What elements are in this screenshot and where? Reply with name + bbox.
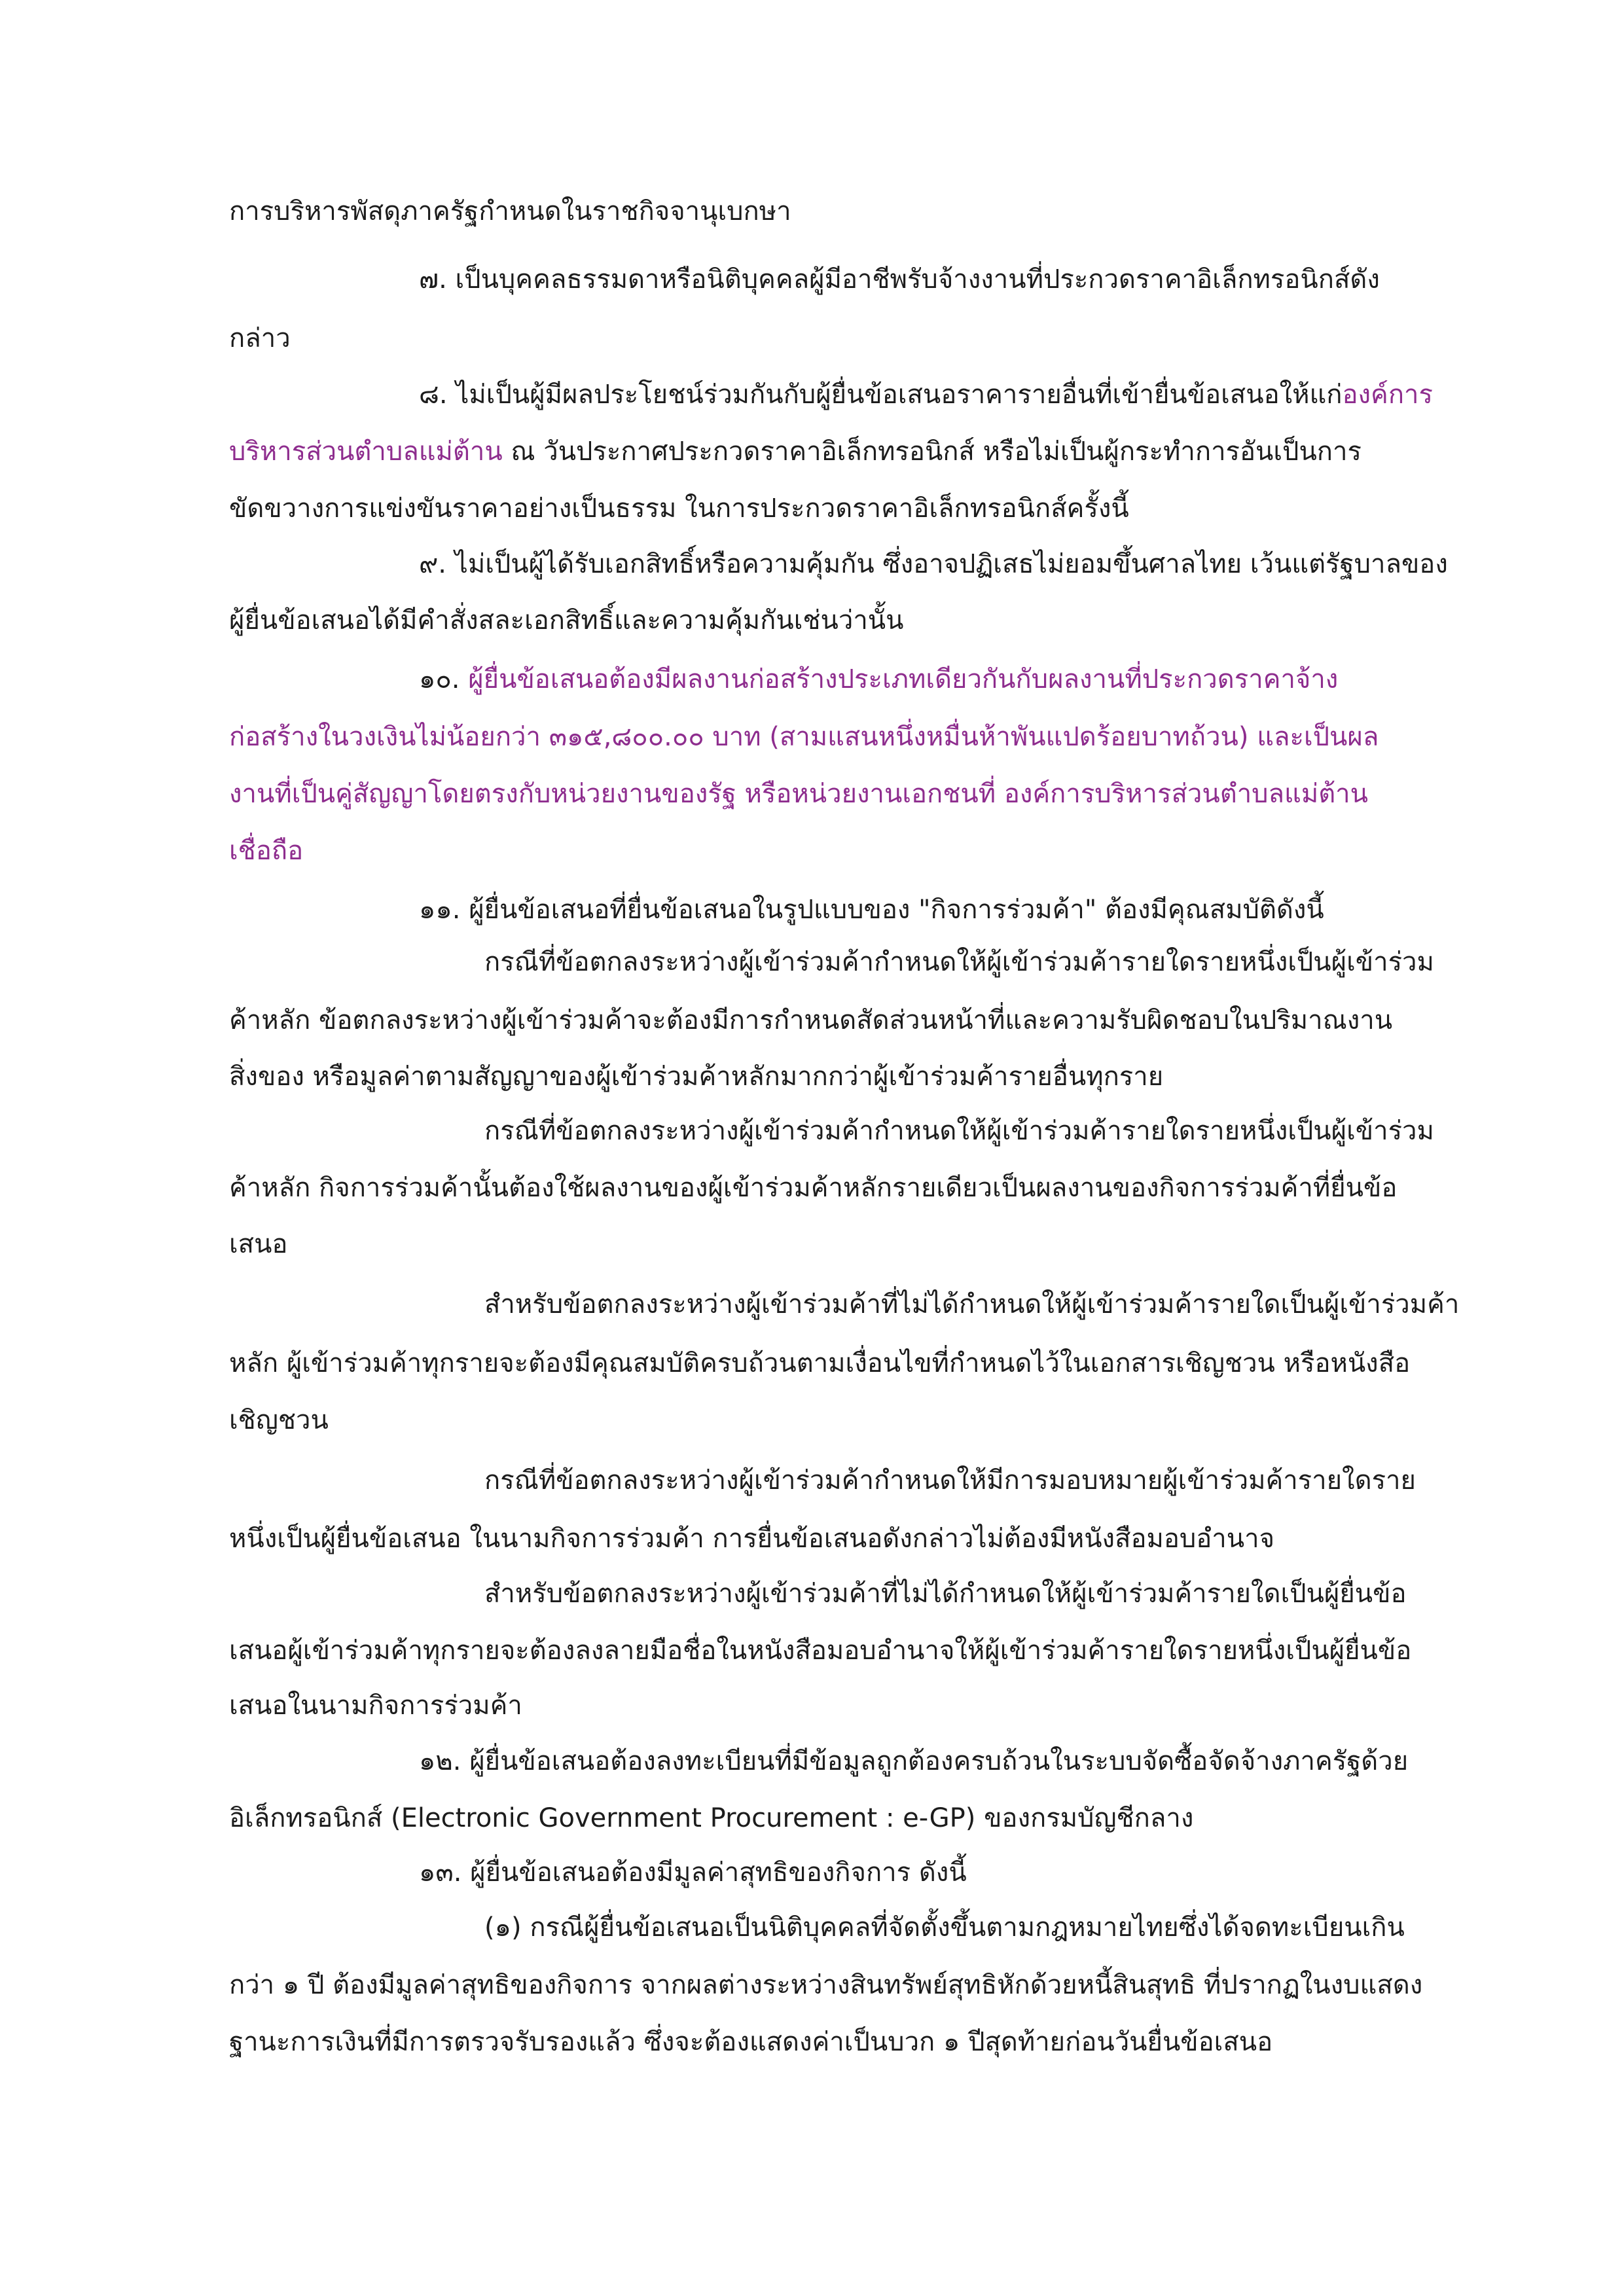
text-line [229,2019,1473,2065]
text-segment: กล่าว [229,323,291,353]
text-segment: ๗. เป็นบุคคลธรรมดาหรือนิติบุคคลผู้มีอาชีพรับจ้างงานที่ประกวดราคาอิเล็กทรอนิกส์ดัง [419,264,1380,295]
text-line [229,429,1473,475]
text-segment: ขัดขวางการแข่งขันราคาอย่างเป็นธรรม ในการประกวดราคาอิเล็กทรอนิกส์ครั้งนี้ [229,493,1129,524]
text-line [229,1795,1473,1841]
text-line [419,541,1473,587]
text-line [229,1221,1473,1267]
text-line [229,188,1473,234]
text-segment-highlight: ผู้ยื่นข้อเสนอต้องมีผลงานก่อสร้างประเภทเดียวกันกับผลงานที่ประกวดราคาจ้าง [468,664,1339,694]
text-line [419,372,1473,418]
text-line [484,1108,1473,1154]
text-segment: เชิญชวน [229,1405,329,1435]
text-segment: เสนอผู้เข้าร่วมค้าทุกรายจะต้องลงลายมือชื่อในหนังสือมอบอำนาจให้ผู้เข้าร่วมค้ารายใดรายหนึ่งเป็นผู้ยื่นข้อ [229,1636,1412,1666]
text-segment: หลัก ผู้เข้าร่วมค้าทุกรายจะต้องมีคุณสมบัติครบถ้วนตามเงื่อนไขที่กำหนดไว้ในเอกสารเชิญชวน หรือหนังสือ [229,1348,1411,1378]
text-line [229,1516,1473,1562]
text-line [229,1628,1473,1674]
text-segment: ๘. ไม่เป็นผู้มีผลประโยชน์ร่วมกันกับผู้ยื่นข้อเสนอราคารายอื่นที่เข้ายื่นข้อเสนอให้แก่ [419,380,1343,410]
text-segment-highlight: ก่อสร้างในวงเงินไม่น้อยกว่า ๓๑๕,๘๐๐.๐๐ บาท (สามแสนหนึ่งหมื่นห้าพันแปดร้อยบาทถ้วน) และเป็นผล [229,722,1379,752]
text-line [484,1458,1473,1503]
text-segment: ผู้ยื่นข้อเสนอได้มีคำสั่งสละเอกสิทธิ์และความคุ้มกันเช่นว่านั้น [229,605,904,636]
text-segment: กรณีที่ข้อตกลงระหว่างผู้เข้าร่วมค้ากำหนดให้มีการมอบหมายผู้เข้าร่วมค้ารายใดราย [484,1465,1416,1496]
text-line [419,1850,1473,1895]
text-line [419,257,1473,302]
text-segment: สำหรับข้อตกลงระหว่างผู้เข้าร่วมค้าที่ไม่ได้กำหนดให้ผู้เข้าร่วมค้ารายใดเป็นผู้เข้าร่วมค้า [484,1289,1460,1319]
text-line [419,656,1473,702]
text-segment-highlight: งานที่เป็นคู่สัญญาโดยตรงกับหน่วยงานของรัฐ หรือหน่วยงานเอกชนที่ องค์การบริหารส่วนตำบลแม่ต้าน [229,779,1368,809]
text-segment: กรณีที่ข้อตกลงระหว่างผู้เข้าร่วมค้ากำหนดให้ผู้เข้าร่วมค้ารายใดรายหนึ่งเป็นผู้เข้าร่วม [484,1116,1434,1146]
text-line [229,771,1473,817]
text-segment: (๑) กรณีผู้ยื่นข้อเสนอเป็นนิติบุคคลที่จัดตั้งขึ้นตามกฎหมายไทยซึ่งได้จดทะเบียนเกิน [484,1912,1405,1943]
text-line [229,1962,1473,2008]
text-segment-highlight: องค์การ [1342,380,1433,410]
text-segment: หนึ่งเป็นผู้ยื่นข้อเสนอ ในนามกิจการร่วมค้า การยื่นข้อเสนอดังกล่าวไม่ต้องมีหนังสือมอบอำนาจ [229,1524,1275,1554]
text-line [484,1282,1473,1327]
text-segment-highlight: บริหารส่วนตำบลแม่ต้าน [229,437,503,467]
text-line [484,939,1473,985]
text-line [419,887,1473,933]
text-segment: การบริหารพัสดุภาครัฐกำหนดในราชกิจจานุเบกษา [229,196,791,226]
text-segment: ฐานะการเงินที่มีการตรวจรับรองแล้ว ซึ่งจะต้องแสดงค่าเป็นบวก ๑ ปีสุดท้ายก่อนวันยื่นข้อเสนอ [229,2027,1273,2057]
text-line [229,1397,1473,1443]
text-segment: ๙. ไม่เป็นผู้ได้รับเอกสิทธิ์หรือความคุ้มกัน ซึ่งอาจปฏิเสธไม่ยอมขึ้นศาลไทย เว้นแต่รัฐบาลของ [419,549,1448,579]
text-line [484,1905,1473,1950]
text-line [229,1165,1473,1211]
text-segment: เสนอในนามกิจการร่วมค้า [229,1691,522,1721]
text-segment: เสนอ [229,1229,288,1259]
text-line [229,315,1473,361]
text-segment: สำหรับข้อตกลงระหว่างผู้เข้าร่วมค้าที่ไม่ได้กำหนดให้ผู้เข้าร่วมค้ารายใดเป็นผู้ยื่นข้อ [484,1579,1407,1609]
text-segment: สิ่งของ หรือมูลค่าตามสัญญาของผู้เข้าร่วมค้าหลักมากกว่าผู้เข้าร่วมค้ารายอื่นทุกราย [229,1062,1164,1092]
text-line [229,1054,1473,1100]
text-line [229,1340,1473,1386]
text-segment: ๑๒. ผู้ยื่นข้อเสนอต้องลงทะเบียนที่มีข้อมูลถูกต้องครบถ้วนในระบบจัดซื้อจัดจ้างภาครัฐด้วย [419,1746,1409,1776]
text-line [229,828,1473,874]
text-segment: ณ วันประกาศประกวดราคาอิเล็กทรอนิกส์ หรือไม่เป็นผู้กระทำการอันเป็นการ [502,437,1362,467]
text-segment-highlight: เชื่อถือ [229,836,304,866]
text-line [229,598,1473,643]
text-segment: กรณีที่ข้อตกลงระหว่างผู้เข้าร่วมค้ากำหนดให้ผู้เข้าร่วมค้ารายใดรายหนึ่งเป็นผู้เข้าร่วม [484,947,1434,977]
text-line [229,1683,1473,1729]
text-line [484,1571,1473,1617]
text-line [419,1738,1473,1784]
text-segment: ๑๓. ผู้ยื่นข้อเสนอต้องมีมูลค่าสุทธิของกิจการ ดังนี้ [419,1857,967,1888]
text-segment: กว่า ๑ ปี ต้องมีมูลค่าสุทธิของกิจการ จากผลต่างระหว่างสินทรัพย์สุทธิหักด้วยหนี้สินสุทธิ ที่ปรากฏในงบแสดง [229,1970,1423,2000]
text-segment: อิเล็กทรอนิกส์ (Electronic Government Procurement : e-GP) ของกรมบัญชีกลาง [229,1803,1194,1833]
text-segment: ๑๐. [419,664,469,694]
text-segment: ค้าหลัก ข้อตกลงระหว่างผู้เข้าร่วมค้าจะต้องมีการกำหนดสัดส่วนหน้าที่และความรับผิดชอบในปริมาณงาน [229,1005,1393,1035]
text-segment: ค้าหลัก กิจการร่วมค้านั้นต้องใช้ผลงานของผู้เข้าร่วมค้าหลักรายเดียวเป็นผลงานของกิจการร่วมค้าที่ยื่นข้อ [229,1173,1398,1203]
text-line [229,714,1473,760]
text-line [229,997,1473,1043]
text-segment: ๑๑. ผู้ยื่นข้อเสนอที่ยื่นข้อเสนอในรูปแบบของ "กิจการร่วมค้า" ต้องมีคุณสมบัติดังนี้ [419,895,1324,925]
text-line [229,486,1473,531]
